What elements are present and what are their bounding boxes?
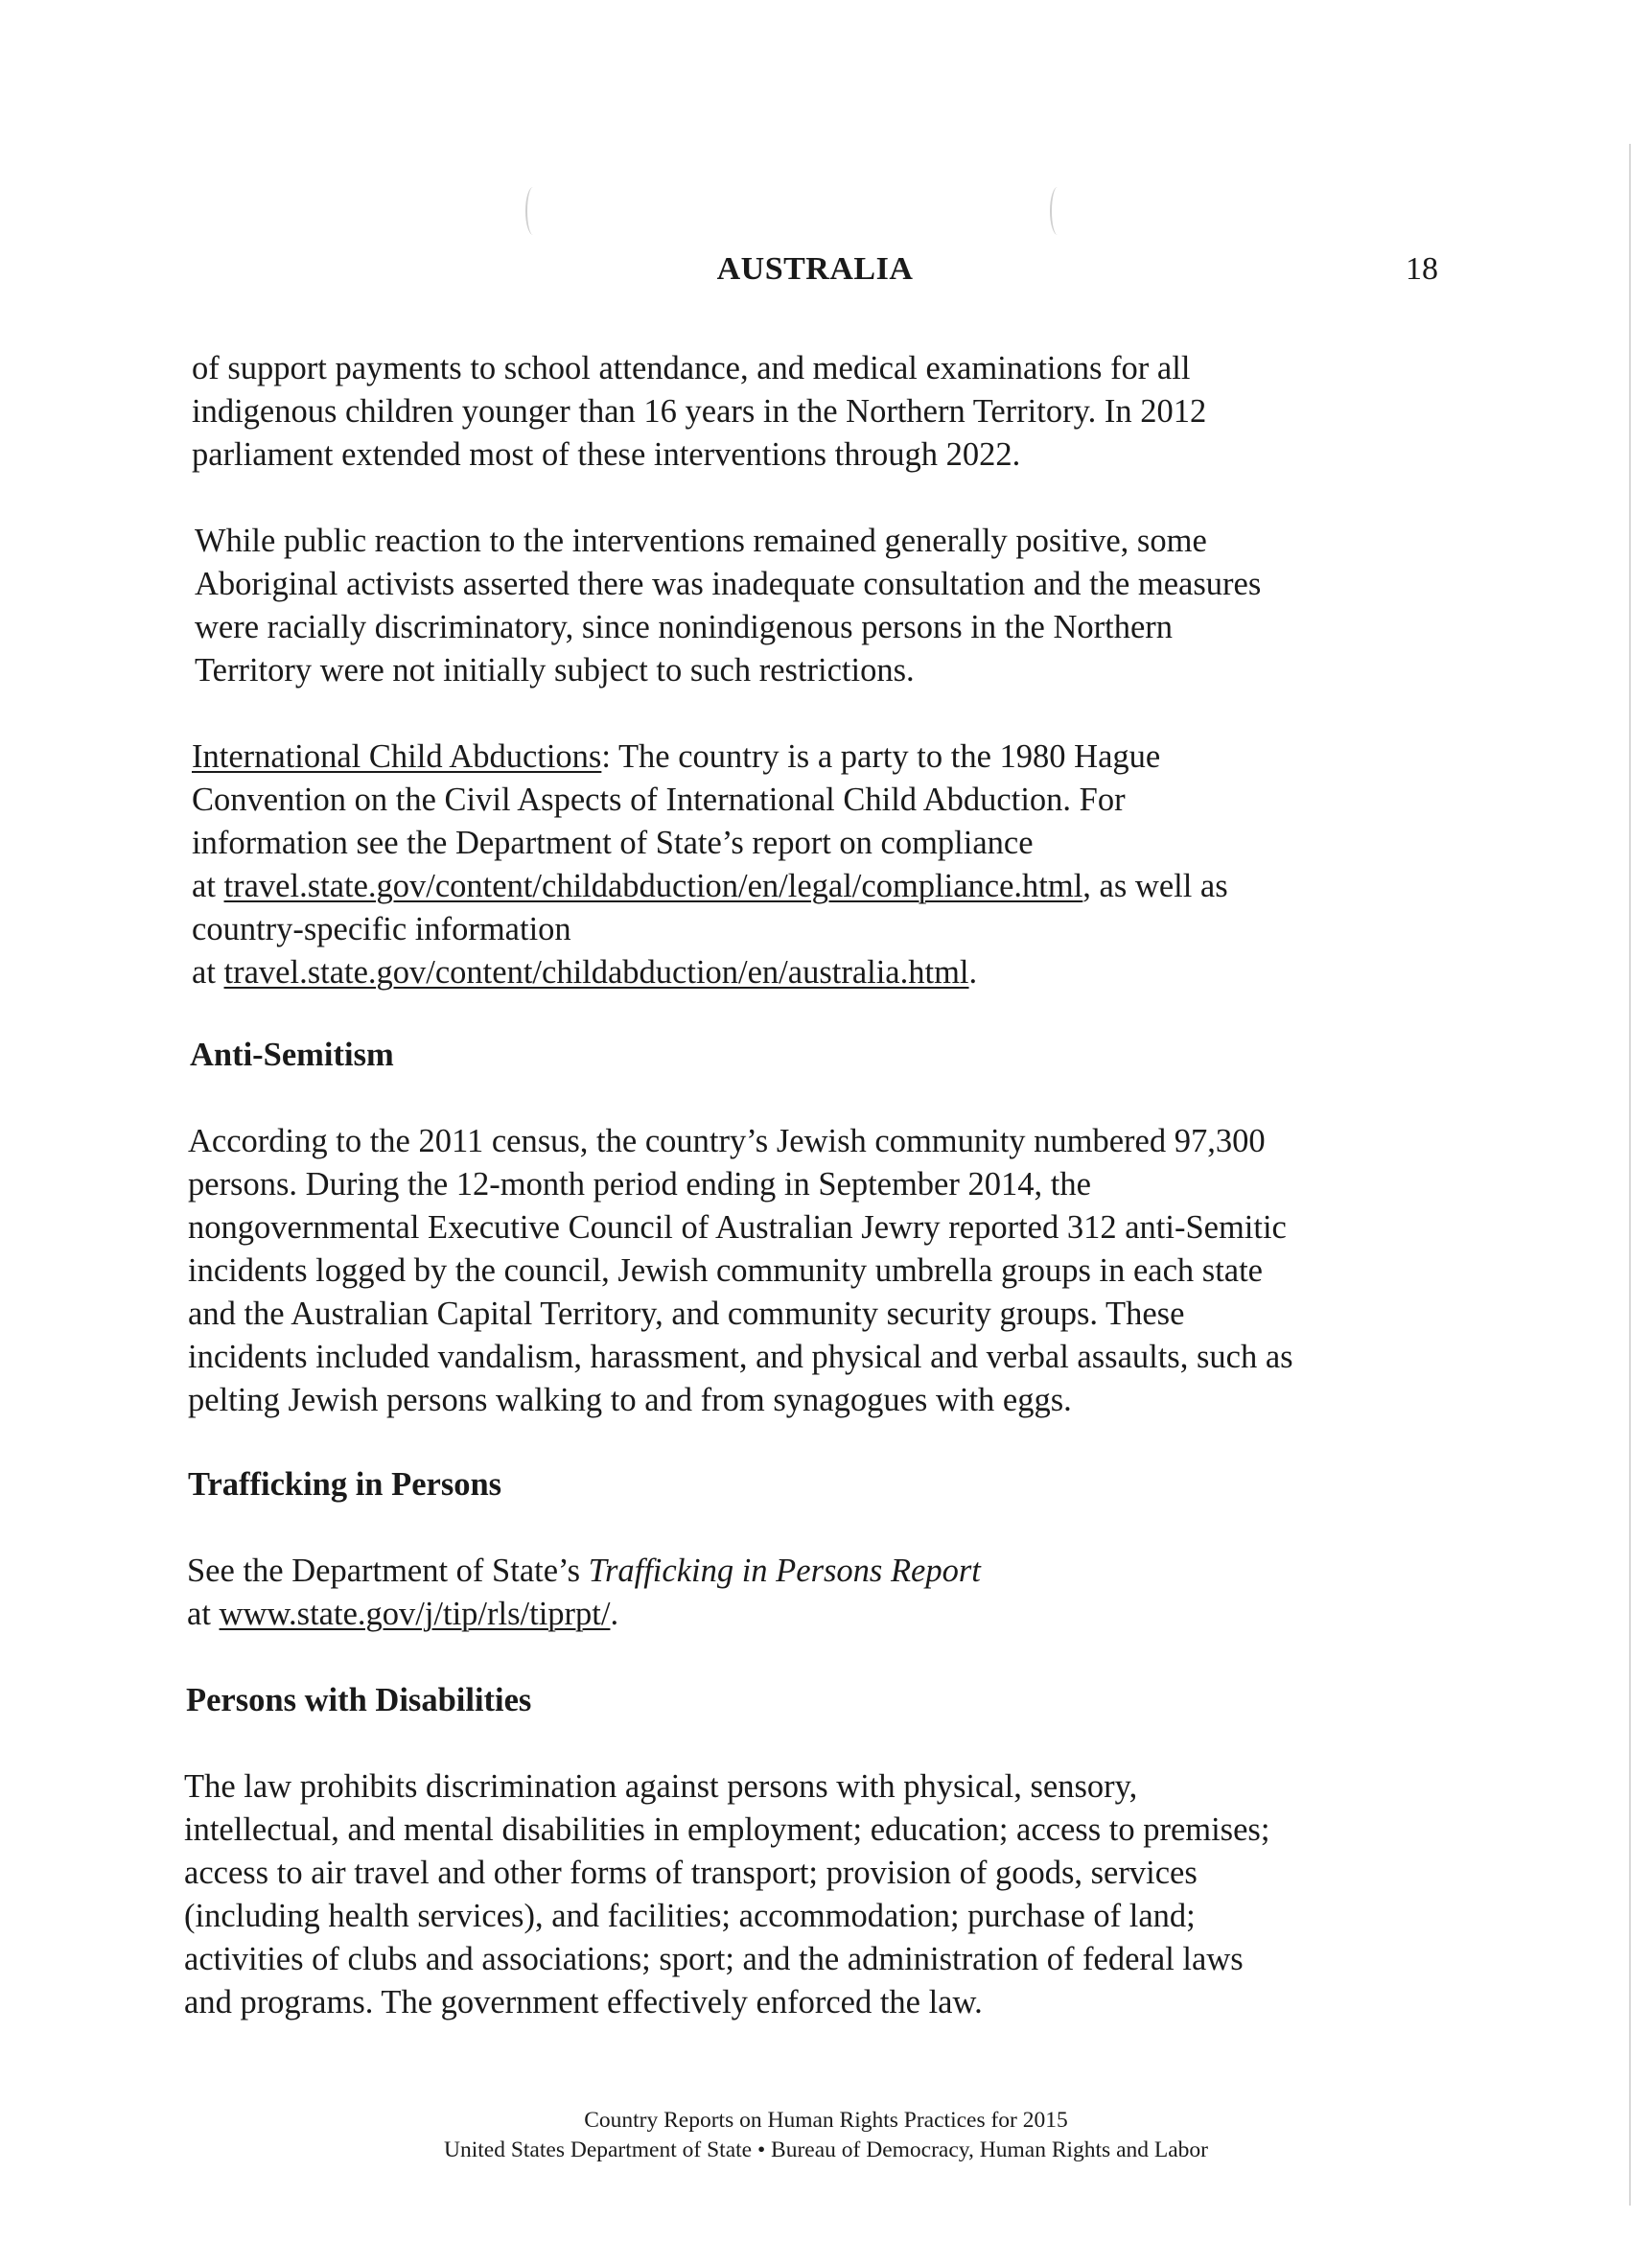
text-span: at xyxy=(187,1596,220,1632)
scan-edge-shadow xyxy=(1629,144,1631,2206)
text-line: incidents logged by the council, Jewish community umbrella groups in each state xyxy=(188,1252,1263,1289)
text-line xyxy=(192,865,1477,908)
text-line: nongovernmental Executive Council of Australian Jewry reported 312 anti-Semitic xyxy=(188,1209,1287,1246)
paragraph-child-abductions xyxy=(192,736,1477,994)
text-line xyxy=(192,736,1477,779)
page-number: 18 xyxy=(1406,251,1438,287)
text-line: persons. During the 12-month period ending in September 2014, the xyxy=(188,1166,1091,1203)
text-line: access to air travel and other forms of transport; provision of goods, services xyxy=(184,1855,1198,1891)
text-line: The law prohibits discrimination against persons with physical, sensory, xyxy=(184,1768,1138,1805)
tip-report-link[interactable]: www.state.gov/j/tip/rls/tiprpt/ xyxy=(219,1596,611,1632)
text-line: information see the Department of State’s report on compliance xyxy=(192,825,1034,861)
text-line: Territory were not initially subject to such restrictions. xyxy=(195,652,915,689)
text-line: indigenous children younger than 16 years in the Northern Territory. In 2012 xyxy=(192,393,1207,430)
footer-department: United States Department of State • Bureau of Democracy, Human Rights and Labor xyxy=(444,2137,1208,2162)
paragraph-trafficking xyxy=(187,1550,1472,1636)
text-line xyxy=(192,951,1477,994)
text-line: Aboriginal activists asserted there was inadequate consultation and the measures xyxy=(195,566,1262,602)
text-line xyxy=(187,1593,1472,1636)
text-line: activities of clubs and associations; sport; and the administration of federal laws xyxy=(184,1941,1244,1977)
text-span: : The country is a party to the 1980 Hague xyxy=(601,738,1161,775)
page-footer xyxy=(0,2106,1652,2165)
text-line: were racially discriminatory, since nonindigenous persons in the Northern xyxy=(195,609,1174,645)
text-line: According to the 2011 census, the country’s Jewish community numbered 97,300 xyxy=(188,1123,1266,1159)
paragraph-anti-semitism xyxy=(188,1120,1473,1422)
paragraph-continued xyxy=(192,347,1477,477)
heading-trafficking: Trafficking in Persons xyxy=(188,1466,502,1503)
subheading-child-abductions: International Child Abductions xyxy=(192,738,602,775)
punch-hole-mark-left xyxy=(525,187,541,235)
text-line: country-specific information xyxy=(192,911,571,947)
text-line: intellectual, and mental disabilities in employment; education; access to premises; xyxy=(184,1811,1270,1848)
australia-info-link[interactable]: travel.state.gov/content/childabduction/en/australia.html xyxy=(223,954,969,991)
text-line: of support payments to school attendance, and medical examinations for all xyxy=(192,350,1191,386)
text-span: , as well as xyxy=(1082,868,1228,904)
text-line: and the Australian Capital Territory, and community security groups. These xyxy=(188,1296,1185,1332)
text-line: pelting Jewish persons walking to and from synagogues with eggs. xyxy=(188,1382,1072,1418)
punch-hole-mark-right xyxy=(1050,187,1065,235)
text-line: incidents included vandalism, harassment, and physical and verbal assaults, such as xyxy=(188,1339,1293,1375)
paragraph-public-reaction xyxy=(195,520,1479,692)
text-line: (including health services), and facilities; accommodation; purchase of land; xyxy=(184,1898,1196,1934)
text-span: . xyxy=(610,1596,619,1632)
report-title: Trafficking in Persons Report xyxy=(588,1553,981,1589)
text-line: parliament extended most of these interventions through 2022. xyxy=(192,436,1021,473)
text-span: . xyxy=(968,954,978,991)
footer-report-title: Country Reports on Human Rights Practices for 2015 xyxy=(584,2108,1068,2133)
paragraph-disabilities xyxy=(184,1765,1469,2024)
text-line xyxy=(187,1550,1472,1593)
heading-anti-semitism: Anti-Semitism xyxy=(190,1037,394,1073)
compliance-link[interactable]: travel.state.gov/content/childabduction/en/legal/compliance.html xyxy=(223,868,1083,904)
text-span: at xyxy=(192,868,224,904)
text-line: Convention on the Civil Aspects of International Child Abduction. For xyxy=(192,782,1126,818)
text-span: See the Department of State’s xyxy=(187,1553,589,1589)
page-title: AUSTRALIA xyxy=(716,251,914,287)
text-line: While public reaction to the interventions remained generally positive, some xyxy=(195,523,1207,559)
text-line: and programs. The government effectively enforced the law. xyxy=(184,1984,983,2020)
heading-disabilities: Persons with Disabilities xyxy=(186,1682,532,1718)
text-span: at xyxy=(192,954,224,991)
